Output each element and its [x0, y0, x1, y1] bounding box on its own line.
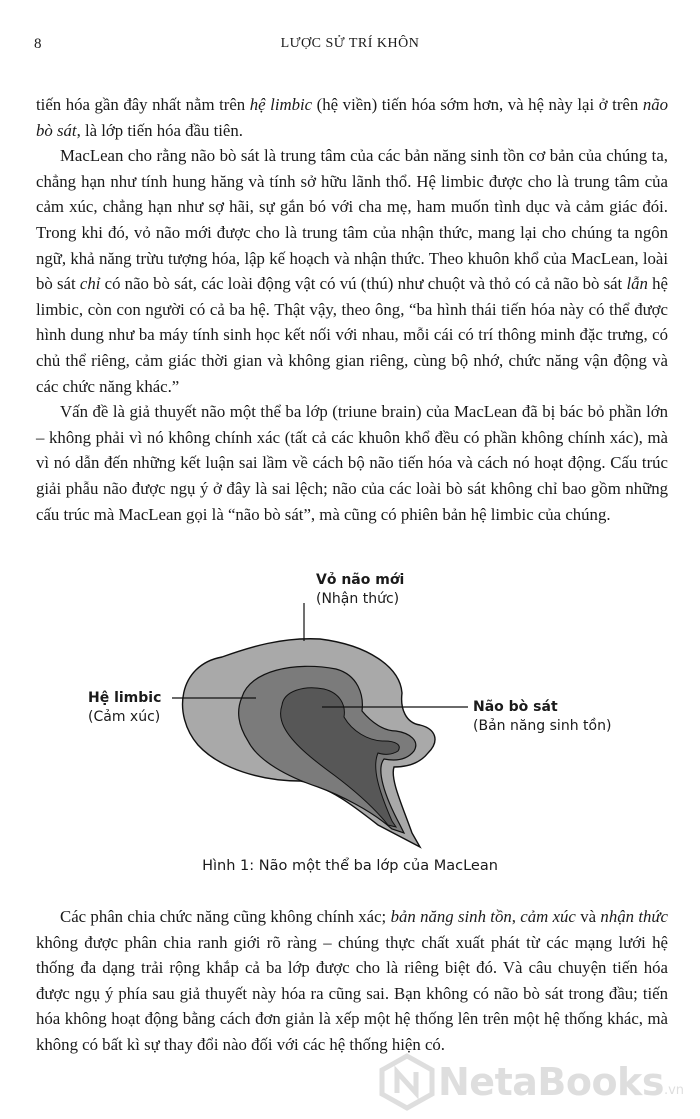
paragraph — [36, 399, 668, 527]
running-head: LƯỢC SỬ TRÍ KHÔN — [280, 36, 420, 51]
limbic-subtitle: (Cảm xúc) — [88, 709, 161, 725]
text-run: Các phân chia chức năng cũng không chính xác; — [60, 907, 391, 926]
neocortex-title: Vỏ não mới — [316, 572, 405, 588]
text-run: , — [511, 907, 521, 926]
text-run: hệ limbic, còn con người có cả ba hệ. Thật vậy, theo ông, “ba hình thái tiến hóa này có thể được hình dung như ba máy tính sinh học kết nối với nhau, mỗi cái có trí thông minh đặc trưng, có chủ thể riêng, cảm giác thời gian và không gian riêng, cùng bộ nhớ, chức năng vận động và các chức năng khác.” — [36, 274, 668, 396]
paragraph — [36, 92, 668, 143]
watermark-brand: NetaBooks — [438, 1060, 664, 1104]
neocortex-label — [316, 571, 404, 609]
italic-text: nhận thức — [600, 907, 668, 926]
reptilian-title: Não bò sát — [473, 699, 558, 715]
neocortex-subtitle: (Nhận thức) — [316, 591, 400, 607]
text-run: có não bò sát, các loài động vật có vú (thú) như chuột và thỏ có cả não bò sát — [100, 274, 627, 294]
text-run: không được phân chia ranh giới rõ ràng – chúng thực chất xuất phát từ các mạng lưới hệ thống đa dạng trải rộng khắp cả ba lớp được cho là riêng biệt đó. Và câu chuyện tiến hóa được ngụ ý phía sau giả thuyết này hóa ra cũng sai. Bạn không có não bò sát trong đầu; tiến hóa không hoạt động bằng cách đơn giản là xếp một hệ thống lên trên một hệ thống khác, mà không có bất kì sự thay đổi nào đối với các hệ thống hiện có. — [36, 932, 668, 1054]
netabooks-logo-icon — [376, 1053, 438, 1111]
italic-text: lẫn — [626, 274, 648, 294]
italic-text: bản năng sinh tồn — [390, 907, 512, 926]
triune-brain-figure — [0, 555, 700, 885]
limbic-title: Hệ limbic — [88, 690, 162, 706]
reptilian-subtitle: (Bản năng sinh tồn) — [473, 718, 612, 734]
limbic-label — [88, 689, 161, 727]
paragraph — [36, 904, 668, 1058]
body-text-top — [36, 92, 668, 527]
text-run: và — [575, 907, 601, 926]
page-number: 8 — [34, 36, 42, 52]
reptilian-label — [473, 698, 611, 736]
text-run: (hệ viền) tiến hóa sớm hơn, và hệ này lại ở trên — [312, 95, 643, 114]
text-run: tiến hóa gần đây nhất nằm trên — [36, 95, 250, 114]
text-run: Vấn đề là giả thuyết não một thể ba lớp (triune brain) của MacLean đã bị bác bỏ phần lớn – không phải vì nó không chính xác (tất cả các khuôn khổ đều có phần không chính xác), mà vì nó dẫn đến những kết luận sai lầm về cách bộ não tiến hóa và cách nó hoạt động. Cấu trúc giải phẫu não được ngụ ý ở đây là sai lệch; não của các loài bò sát không chỉ bao gồm những cấu trúc mà MacLean gọi là “não bò sát”, mà cũng có phiên bản hệ limbic của chúng. — [36, 402, 668, 524]
italic-text: não bò sát — [36, 95, 668, 140]
paragraph — [36, 143, 668, 399]
italic-text: hệ limbic — [249, 95, 313, 114]
watermark-suffix: .vn — [663, 1082, 685, 1098]
body-text-bottom — [36, 904, 668, 1058]
text-run: MacLean cho rằng não bò sát là trung tâm của các bản năng sinh tồn cơ bản của chúng ta, chẳng hạn như tính hung hăng và tính sở hữu lãnh thổ. Hệ limbic được cho là trung tâm của cảm xúc, chẳng hạn như sợ hãi, sự gắn bó với cha mẹ, ham muốn tình dục và cảm giác đói. Trong khi đó, vỏ não mới được cho là trung tâm của nhận thức, mang lại cho chúng ta ngôn ngữ, khả năng trừu tượng hóa, lập kế hoạch và nhận thức. Theo khuôn khổ của MacLean, loài bò sát — [36, 146, 668, 294]
text-run: , là lớp tiến hóa đầu tiên. — [76, 120, 243, 140]
figure-caption: Hình 1: Não một thể ba lớp của MacLean — [202, 858, 498, 874]
netabooks-watermark — [376, 1052, 684, 1112]
italic-text: chỉ — [79, 274, 101, 294]
italic-text: cảm xúc — [520, 907, 576, 926]
